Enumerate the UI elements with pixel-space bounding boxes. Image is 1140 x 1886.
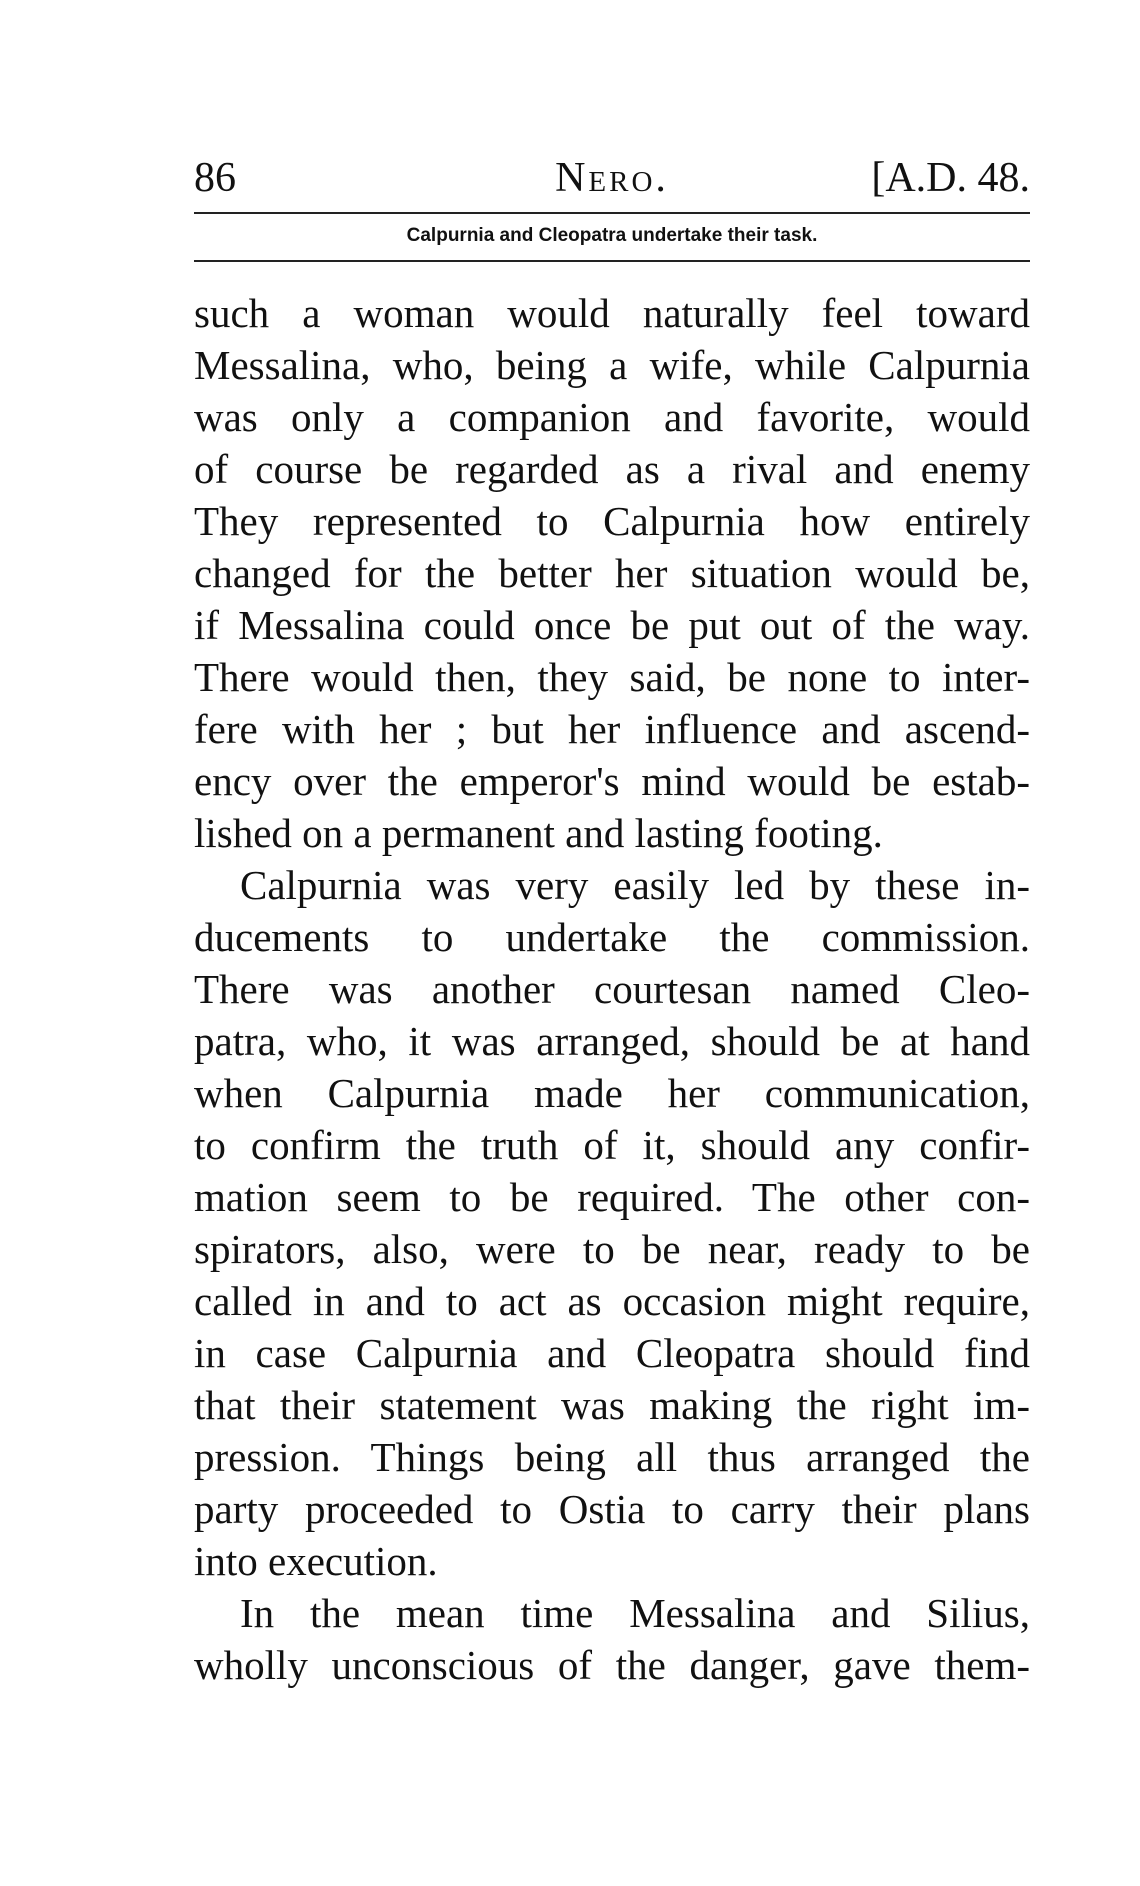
text-line: pression. Things being all thus arranged the [194, 1434, 1030, 1480]
text-line: called in and to act as occasion might require, [194, 1278, 1030, 1324]
text-line: of course be regarded as a rival and enemy [194, 446, 1030, 492]
text-line: that their statement was making the right im- [194, 1382, 1030, 1428]
text-line: spirators, also, were to be near, ready to be [194, 1226, 1030, 1272]
section-heading: Calpurnia and Cleopatra undertake their task. [406, 225, 818, 246]
text-line: into execution. [194, 1538, 438, 1584]
body-text [194, 287, 1030, 1691]
text-line: fere with her ; but her influence and ascend- [194, 706, 1030, 752]
text-line: ency over the emperor's mind would be estab- [194, 758, 1030, 804]
text-line: was only a companion and favorite, would [194, 394, 1030, 440]
text-line: They represented to Calpurnia how entirely [194, 498, 1030, 544]
text-line: party proceeded to Ostia to carry their plans [194, 1486, 1030, 1532]
text-line: in case Calpurnia and Cleopatra should find [194, 1330, 1030, 1376]
text-line: patra, who, it was arranged, should be at hand [194, 1018, 1030, 1064]
header-rule-bottom [194, 260, 1030, 262]
text-line: if Messalina could once be put out of the way. [194, 602, 1030, 648]
date-reference: [A.D. 48. [871, 155, 1030, 201]
text-line: changed for the better her situation would be, [194, 550, 1030, 596]
header-rule-top [194, 212, 1030, 214]
book-title: Nero. [555, 155, 669, 201]
text-line: There would then, they said, be none to inter- [194, 654, 1030, 700]
text-line: when Calpurnia made her communication, [194, 1070, 1030, 1116]
text-line: Messalina, who, being a wife, while Calpurnia [194, 342, 1030, 388]
text-line: mation seem to be required. The other con- [194, 1174, 1030, 1220]
page-number: 86 [194, 155, 236, 201]
text-line: Calpurnia was very easily led by these in- [240, 862, 1030, 908]
text-line: such a woman would naturally feel toward [194, 290, 1030, 336]
running-head [194, 150, 1030, 206]
text-line: In the mean time Messalina and Silius, [240, 1590, 1030, 1636]
text-line: to confirm the truth of it, should any confir- [194, 1122, 1030, 1168]
text-line: ducements to undertake the commission. [194, 914, 1030, 960]
text-line: There was another courtesan named Cleo- [194, 966, 1030, 1012]
text-line: wholly unconscious of the danger, gave them- [194, 1642, 1030, 1688]
text-line: lished on a permanent and lasting footing. [194, 810, 883, 856]
